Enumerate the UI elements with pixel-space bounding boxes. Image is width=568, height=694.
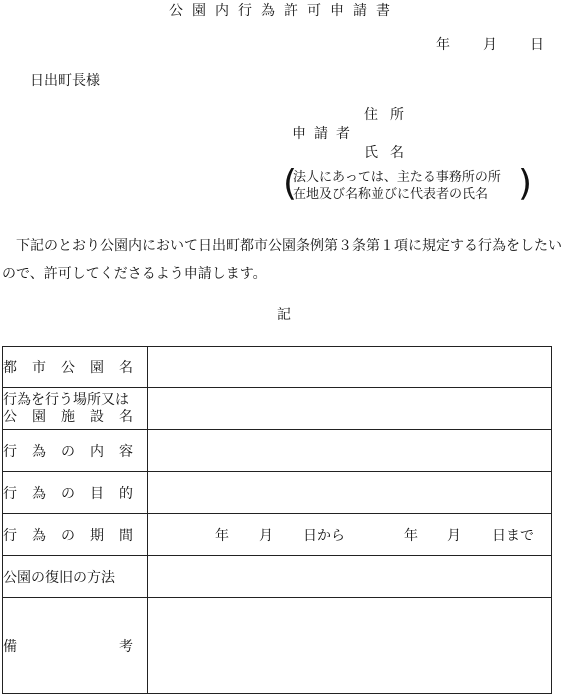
period-to-day: 日まで bbox=[492, 527, 534, 544]
name-label: 氏名 bbox=[364, 145, 416, 161]
field-place[interactable] bbox=[148, 388, 552, 430]
label-place bbox=[3, 388, 148, 430]
field-period[interactable] bbox=[148, 514, 552, 556]
row-place bbox=[3, 388, 552, 430]
date-month: 月 bbox=[483, 37, 497, 53]
row-content bbox=[3, 430, 552, 472]
field-purpose[interactable] bbox=[148, 472, 552, 514]
label-purpose: 行 為 の 目 的 bbox=[3, 472, 148, 514]
field-restore[interactable] bbox=[148, 556, 552, 598]
date-day: 日 bbox=[530, 37, 544, 53]
label-park-name: 都 市 公 園 名 bbox=[3, 347, 148, 388]
corporate-note-line-1: 法人にあっては、主たる事務所の所 bbox=[293, 170, 501, 185]
row-period bbox=[3, 514, 552, 556]
period-from-month: 月 bbox=[259, 527, 273, 544]
paren-close: ) bbox=[517, 163, 532, 204]
label-content: 行 為 の 内 容 bbox=[3, 430, 148, 472]
period-from-year: 年 bbox=[215, 527, 229, 544]
label-place-line-1: 行為を行う場所又は bbox=[3, 391, 129, 408]
period-to-year: 年 bbox=[404, 527, 418, 544]
application-table bbox=[2, 346, 552, 694]
row-park-name bbox=[3, 347, 552, 388]
period-to-month: 月 bbox=[447, 527, 461, 544]
corporate-note bbox=[283, 163, 532, 204]
row-remarks bbox=[3, 598, 552, 694]
label-restore: 公園の復旧の方法 bbox=[3, 556, 148, 598]
address-label: 住所 bbox=[364, 107, 416, 123]
document-title: 公園内行為許可申請書 bbox=[169, 3, 399, 19]
field-park-name[interactable] bbox=[148, 347, 552, 388]
applicant-label: 申請者 bbox=[292, 126, 358, 142]
field-remarks[interactable] bbox=[148, 598, 552, 694]
row-restore bbox=[3, 556, 552, 598]
label-period: 行 為 の 期 間 bbox=[3, 514, 148, 556]
ki-heading: 記 bbox=[277, 307, 291, 323]
date-year: 年 bbox=[436, 37, 450, 53]
label-remarks: 備 考 bbox=[3, 598, 148, 694]
addressee: 日出町長様 bbox=[30, 73, 100, 89]
application-statement: 下記のとおり公園内において日出町都市公園条例第３条第１項に規定する行為をしたいので、許可してくださるよう申請します。 bbox=[2, 238, 562, 282]
label-place-line-2: 公 園 施 設 名 bbox=[3, 408, 133, 425]
row-purpose bbox=[3, 472, 552, 514]
field-content[interactable] bbox=[148, 430, 552, 472]
period-from-day: 日から bbox=[303, 527, 345, 544]
corporate-note-line-2: 在地及び名称並びに代表者の氏名 bbox=[293, 187, 489, 202]
paren-open: ( bbox=[283, 163, 298, 204]
